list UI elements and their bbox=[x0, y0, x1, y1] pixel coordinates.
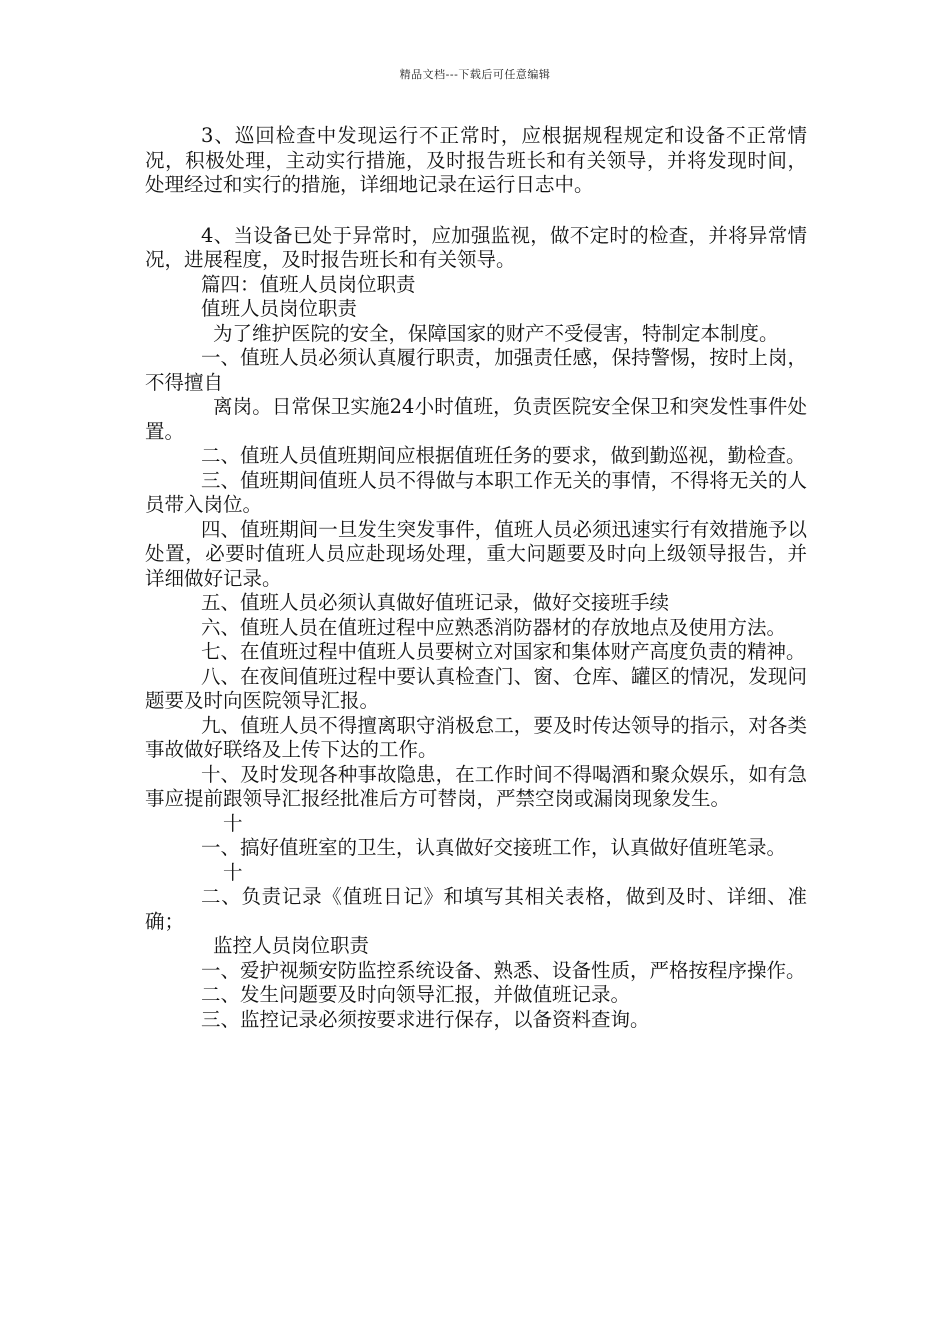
rule-item-8: 八、在夜间值班过程中要认真检查门、窗、仓库、罐区的情况，发现问题要及时向医院领导汇报。 bbox=[145, 664, 807, 712]
rule-item-11-prefix: 十 bbox=[223, 811, 243, 835]
paragraph-intro: 为了维护医院的安全，保障国家的财产不受侵害，特制定本制度。 bbox=[213, 321, 779, 345]
paragraph-equipment-abnormal: 4、当设备已处于异常时，应加强监视，做不定时的检查，并将异常情况，进展程度，及时报告班长和有关领导。 bbox=[145, 223, 807, 271]
rule-item-10: 十、及时发现各种事故隐患，在工作时间不得喝酒和聚众娱乐，如有急事应提前跟领导汇报经批准后方可替岗，严禁空岗或漏岗现象发生。 bbox=[145, 762, 807, 810]
rule-item-2: 二、值班人员值班期间应根据值班任务的要求，做到勤巡视，勤检查。 bbox=[201, 444, 806, 467]
document-body bbox=[145, 124, 807, 1032]
rule-item-3: 三、值班期间值班人员不得做与本职工作无关的事情，不得将无关的人员带入岗位。 bbox=[145, 468, 807, 516]
monitor-item-2: 二、发生问题要及时向领导汇报，并做值班记录。 bbox=[201, 983, 631, 1006]
rule-item-12-prefix: 十 bbox=[223, 860, 243, 884]
section-title-monitor-staff: 监控人员岗位职责 bbox=[213, 934, 370, 957]
section-title-duty-staff: 值班人员岗位职责 bbox=[201, 297, 358, 320]
rule-item-6: 六、值班人员在值班过程中应熟悉消防器材的存放地点及使用方法。 bbox=[201, 615, 787, 639]
rule-item-1: 一、值班人员必须认真履行职责，加强责任感，保持警惕，按时上岗，不得擅自 bbox=[145, 346, 807, 394]
rule-item-5: 五、值班人员必须认真做好值班记录，做好交接班手续 bbox=[201, 591, 670, 614]
monitor-item-3: 三、监控记录必须按要求进行保存，以备资料查询。 bbox=[201, 1007, 650, 1031]
rule-item-1-continued: 离岗。日常保卫实施24小时值班，负责医院安全保卫和突发性事件处置。 bbox=[145, 395, 807, 443]
rule-item-11: 一、搞好值班室的卫生，认真做好交接班工作，认真做好值班笔录。 bbox=[201, 836, 787, 859]
monitor-item-1: 一、爱护视频安防监控系统设备、熟悉、设备性质，严格按程序操作。 bbox=[201, 958, 806, 982]
rule-item-12: 二、负责记录《值班日记》和填写其相关表格，做到及时、详细、准确； bbox=[145, 885, 807, 933]
paragraph-gap bbox=[145, 198, 807, 224]
rule-item-9: 九、值班人员不得擅离职守消极怠工，要及时传达领导的指示，对各类事故做好联络及上传下达的工作。 bbox=[145, 713, 807, 761]
rule-item-4: 四、值班期间一旦发生突发事件，值班人员必须迅速实行有效措施予以处置，必要时值班人员应赴现场处理，重大问题要及时向上级领导报告，并详细做好记录。 bbox=[145, 517, 807, 590]
page-header: 精品文档---下载后可任意编辑 bbox=[399, 68, 551, 81]
section-heading-part-four: 篇四：值班人员岗位职责 bbox=[201, 272, 416, 296]
rule-item-7: 七、在值班过程中值班人员要树立对国家和集体财产高度负责的精神。 bbox=[201, 640, 806, 663]
paragraph-inspection-abnormal: 3、巡回检查中发现运行不正常时，应根据规程规定和设备不正常情况，积极处理，主动实行措施，及时报告班长和有关领导，并将发现时间，处理经过和实行的措施，详细地记录在运行日志中。 bbox=[145, 124, 807, 196]
